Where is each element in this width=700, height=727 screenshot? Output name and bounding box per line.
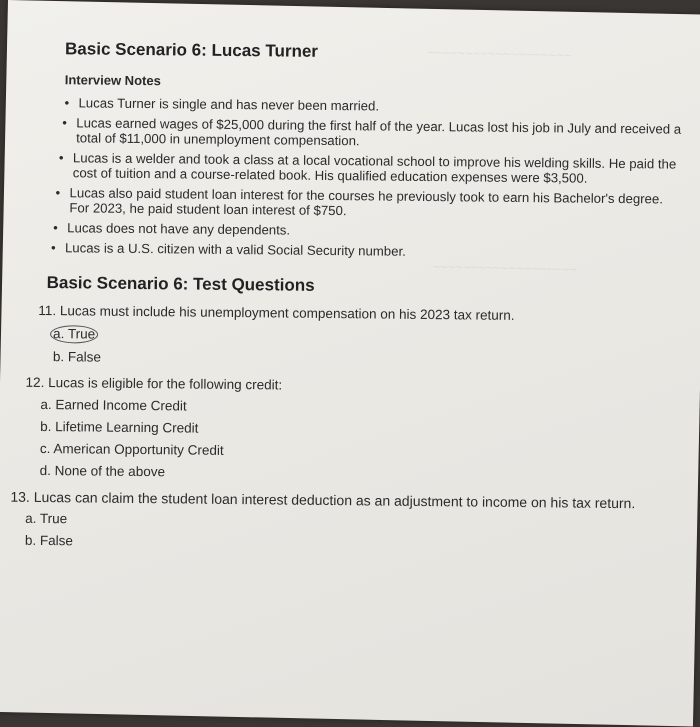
bleed-through-text: ~~~~~~~~~~~~~~~~~~~ xyxy=(426,44,572,63)
answer-option: d. None of the above xyxy=(39,462,166,480)
interview-notes-heading: Interview Notes xyxy=(64,72,161,89)
answer-option: b. False xyxy=(24,532,74,549)
answer-option: b. False xyxy=(52,349,101,365)
note-item: • Lucas is a welder and took a class at a local vocational school to improve his welding skills. He paid the cost of tuition and a course-related book. His qualified education expenses were $3,500. xyxy=(59,150,684,187)
answer-option xyxy=(53,325,682,350)
interview-notes-list xyxy=(63,95,685,261)
answer-option: a. Earned Income Credit xyxy=(40,396,187,414)
bleed-through-text: ~~~~~~~~~~~~~~~~~~~ xyxy=(432,258,577,277)
note-item: • Lucas Turner is single and has never been married. xyxy=(64,95,684,116)
question-13 xyxy=(10,489,681,556)
note-item: • Lucas earned wages of $25,000 during the first half of the year. Lucas lost his job in July and received a total of $11,000 in unemployment compensation. xyxy=(62,115,684,152)
test-questions-heading: Basic Scenario 6: Test Questions xyxy=(46,273,315,295)
note-item: • Lucas does not have any dependents. xyxy=(53,220,683,242)
answer-option: b. Lifetime Learning Credit xyxy=(40,418,199,436)
note-item: • Lucas also paid student loan interest for the courses he previously took to earn his Bachelor's degree. For 2023, he paid student loan interest of $750. xyxy=(55,185,683,222)
question-text: 11. Lucas must include his unemployment compensation on his 2023 tax return. xyxy=(38,302,515,323)
document-content xyxy=(10,39,685,565)
question-text: 13. Lucas can claim the student loan interest deduction as an adjustment to income on his tax return. xyxy=(10,488,636,512)
answer-option: a. True xyxy=(25,510,68,527)
note-item: • Lucas is a U.S. citizen with a valid Social Security number. xyxy=(51,240,683,262)
circled-answer: a. True xyxy=(50,325,98,344)
answer-option: c. American Opportunity Credit xyxy=(39,440,224,458)
question-text: 12. Lucas is eligible for the following credit: xyxy=(25,374,283,393)
scenario-title: Basic Scenario 6: Lucas Turner xyxy=(64,39,319,61)
question-11 xyxy=(38,303,683,372)
question-12 xyxy=(25,375,682,486)
